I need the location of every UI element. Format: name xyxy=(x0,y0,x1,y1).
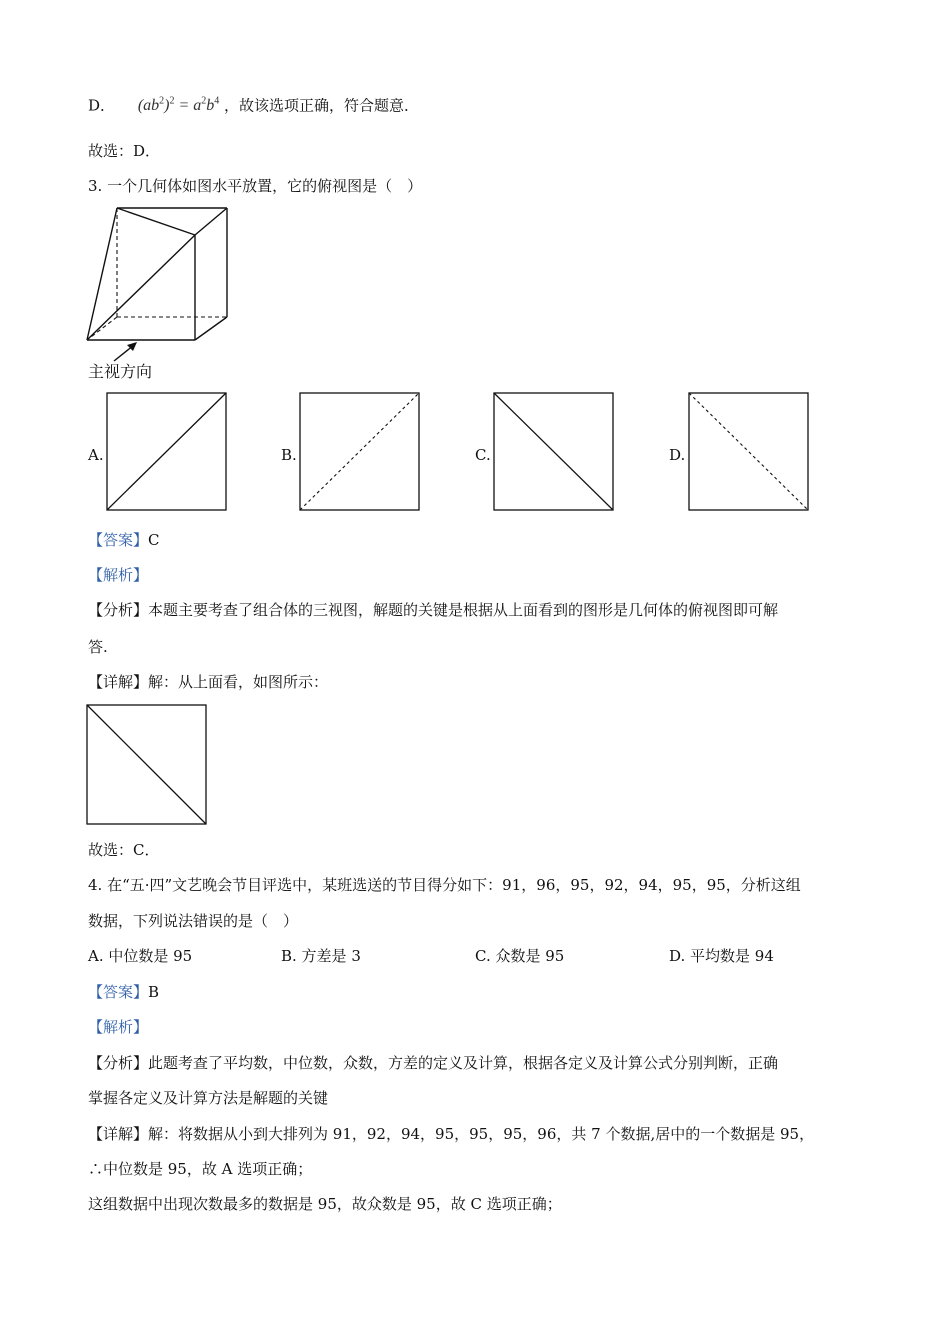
view-direction-arrow xyxy=(112,340,142,364)
q2-option-d-math: $(ab^2)^2 = a^2b^4$ xyxy=(137,96,220,115)
fenxi-text: 此题考查了平均数，中位数，众数，方差的定义及计算，根据各定义及计算公式分别判断，正确 xyxy=(148,1054,779,1072)
q3-option-a-figure xyxy=(106,392,228,512)
q2-choice: 故选：D． xyxy=(88,142,161,160)
q4-stem-line1: 4. 在“五·四”文艺晚会节目评选中，某班选送的节目得分如下：91，96，95，92，94，95，95，分析这组 xyxy=(88,876,801,894)
q4-option-a: A. 中位数是 95 xyxy=(88,947,193,965)
fenxi-tag: 【分析】 xyxy=(88,601,149,619)
q3-analysis-tag: 【解析】 xyxy=(88,566,149,584)
q4-option-c: C. 众数是 95 xyxy=(475,947,565,965)
answer-value: B xyxy=(148,983,160,1001)
q3-option-c-figure xyxy=(493,392,615,512)
answer-value: C xyxy=(148,531,160,549)
view-direction-label: 主视方向 xyxy=(88,362,153,381)
q3-option-b-figure xyxy=(299,392,421,512)
q3-option-d-figure xyxy=(688,392,810,512)
q4-answer xyxy=(88,982,159,1002)
q3-option-c-label: C. xyxy=(475,446,491,464)
q4-detail-line3: 这组数据中出现次数最多的数据是 95，故众数是 95，故 C 选项正确； xyxy=(88,1195,562,1213)
q3-stem: 3. 一个几何体如图水平放置，它的俯视图是（ ） xyxy=(88,177,423,195)
answer-tag: 【答案】 xyxy=(88,531,149,549)
q4-fenxi-line2: 掌握各定义及计算方法是解题的关键 xyxy=(88,1089,329,1107)
q4-fenxi-line1 xyxy=(88,1053,778,1073)
q3-answer xyxy=(88,530,160,550)
q2-option-d-text: ，故该选项正确，符合题意． xyxy=(224,96,420,115)
q4-analysis-tag: 【解析】 xyxy=(88,1018,149,1036)
q4-detail-line2: ∴中位数是 95，故 A 选项正确； xyxy=(88,1160,313,1178)
q3-solid-figure xyxy=(86,206,236,346)
q2-option-d xyxy=(88,92,419,116)
q3-fenxi-line2: 答. xyxy=(88,638,108,656)
q3-option-b-label: B. xyxy=(281,446,297,464)
q3-choice: 故选：C． xyxy=(88,841,160,859)
detail-text: 解：从上面看，如图所示： xyxy=(148,673,329,691)
q3-top-view-figure xyxy=(86,704,208,826)
q4-option-d: D. 平均数是 94 xyxy=(669,947,774,965)
detail-tag: 【详解】 xyxy=(88,673,149,691)
fenxi-text: 本题主要考查了组合体的三视图，解题的关键是根据从上面看到的图形是几何体的俯视图即可解 xyxy=(148,601,779,619)
q3-option-d-label: D. xyxy=(669,446,686,464)
q2-option-d-label: D． xyxy=(88,96,116,115)
fenxi-tag: 【分析】 xyxy=(88,1054,149,1072)
q4-option-b: B. 方差是 3 xyxy=(281,947,361,965)
detail-tag: 【详解】 xyxy=(88,1125,149,1143)
q3-fenxi-line1 xyxy=(88,600,778,620)
q4-detail-line1 xyxy=(88,1124,814,1144)
q4-stem-line2: 数据，下列说法错误的是（ ） xyxy=(88,912,299,930)
q3-option-a-label: A. xyxy=(88,446,104,464)
answer-tag: 【答案】 xyxy=(88,983,149,1001)
q3-detail xyxy=(88,672,328,692)
detail-text: 解：将数据从小到大排列为 91，92，94，95，95，95，96，共 7 个数据,居中的一个数据是 95， xyxy=(148,1125,815,1143)
